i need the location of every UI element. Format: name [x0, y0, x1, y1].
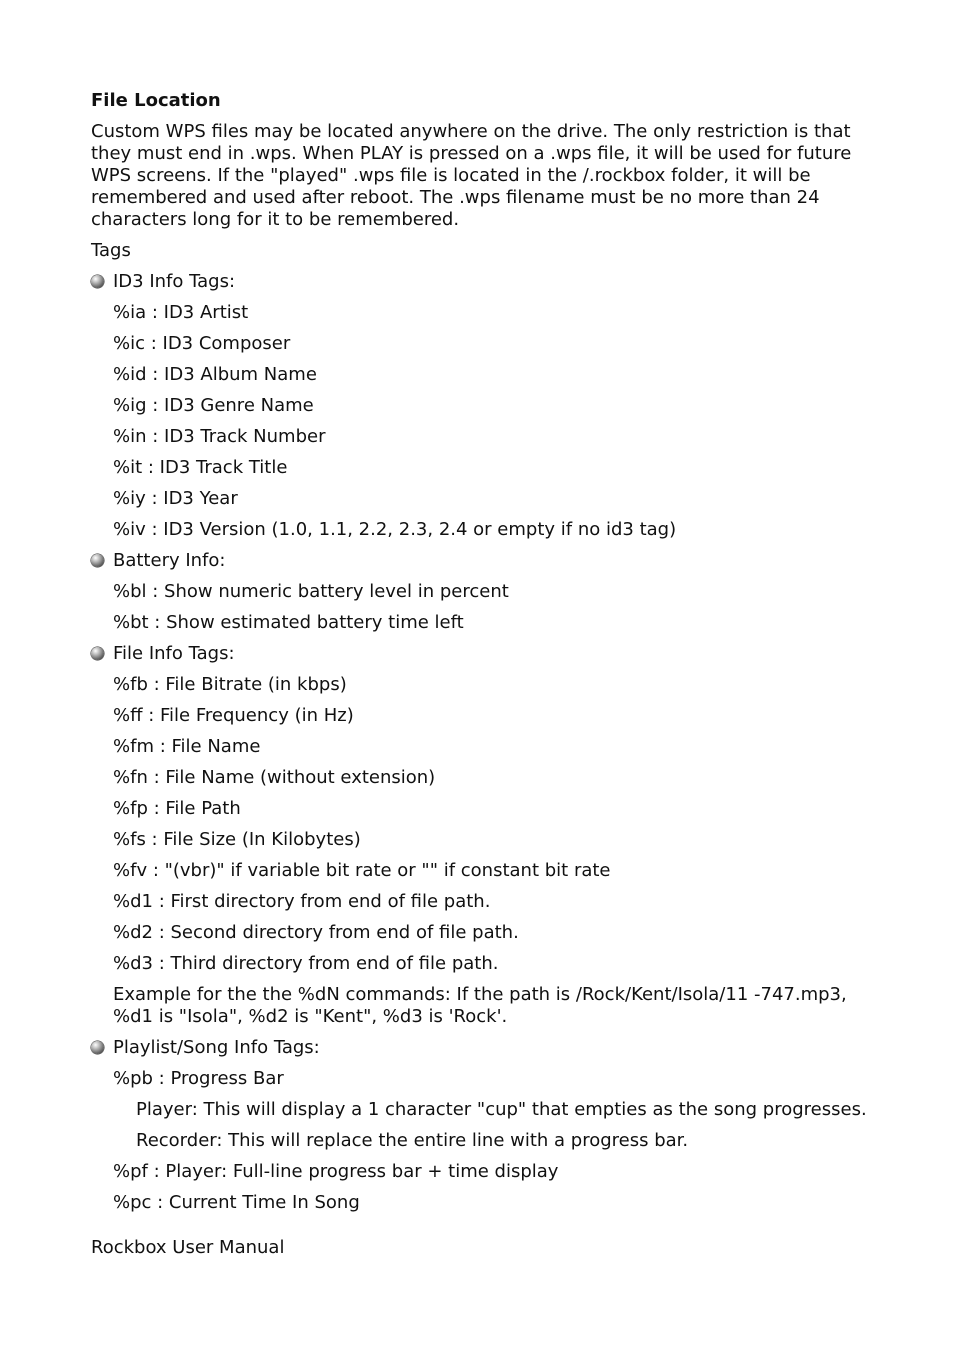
- bullet-ball-icon: [91, 554, 104, 567]
- fileinfo-section-title: File Info Tags:: [113, 643, 235, 664]
- tag-item: %iv : ID3 Version (1.0, 1.1, 2.2, 2.3, 2.4 or empty if no id3 tag): [113, 519, 677, 540]
- tag-subitem: Recorder: This will replace the entire line with a progress bar.: [136, 1130, 689, 1151]
- id3-section-title: ID3 Info Tags:: [113, 271, 236, 292]
- tag-item: %in : ID3 Track Number: [113, 426, 326, 447]
- section-title: File Location: [91, 90, 221, 111]
- tags-label: Tags: [91, 240, 131, 261]
- tag-item: %ic : ID3 Composer: [113, 333, 291, 354]
- tag-item: %pf : Player: Full-line progress bar + time display: [113, 1161, 559, 1182]
- tag-item: %ff : File Frequency (in Hz): [113, 705, 354, 726]
- intro-paragraph: Custom WPS files may be located anywhere on the drive. The only restriction is that they must end in .wps. When PLAY is pressed on a .wps file, it will be used for future WPS screens. If the "played" .wps file is located in the /.rockbox folder, it will be remembered and used after reboot. The .wps filename must be no more than 24 characters long for it to be remembered.: [91, 121, 852, 230]
- tag-item: %iy : ID3 Year: [113, 488, 238, 509]
- page-content: [91, 90, 881, 1223]
- tag-item: %pc : Current Time In Song: [113, 1192, 360, 1213]
- battery-section-title: Battery Info:: [113, 550, 226, 571]
- tag-item: %id : ID3 Album Name: [113, 364, 317, 385]
- tag-item: %d2 : Second directory from end of file path.: [113, 922, 519, 943]
- id3-section-heading: [91, 271, 881, 293]
- tag-item: %ia : ID3 Artist: [113, 302, 249, 323]
- bullet-ball-icon: [91, 1041, 104, 1054]
- tag-item: %fv : "(vbr)" if variable bit rate or "" if constant bit rate: [113, 860, 611, 881]
- fileinfo-section-heading: [91, 643, 881, 665]
- tag-item: %d1 : First directory from end of file path.: [113, 891, 491, 912]
- bullet-ball-icon: [91, 647, 104, 660]
- tag-item: %d3 : Third directory from end of file path.: [113, 953, 499, 974]
- tag-item: %fp : File Path: [113, 798, 241, 819]
- tag-item: %it : ID3 Track Title: [113, 457, 288, 478]
- tag-item: %bl : Show numeric battery level in percent: [113, 581, 509, 602]
- page-footer: Rockbox User Manual: [91, 1237, 285, 1258]
- tag-item: %pb : Progress Bar: [113, 1068, 284, 1089]
- playlist-section-heading: [91, 1037, 881, 1059]
- tag-subitem: Player: This will display a 1 character "cup" that empties as the song progresses.: [136, 1099, 867, 1120]
- battery-section-heading: [91, 550, 881, 572]
- tag-item: %ig : ID3 Genre Name: [113, 395, 314, 416]
- tag-item: %bt : Show estimated battery time left: [113, 612, 464, 633]
- playlist-section-title: Playlist/Song Info Tags:: [113, 1037, 320, 1058]
- tag-item: %fb : File Bitrate (in kbps): [113, 674, 347, 695]
- tag-item: %fm : File Name: [113, 736, 261, 757]
- bullet-ball-icon: [91, 275, 104, 288]
- tag-item: %fs : File Size (In Kilobytes): [113, 829, 361, 850]
- tag-item: %fn : File Name (without extension): [113, 767, 436, 788]
- dn-example-paragraph: Example for the the %dN commands: If the path is /Rock/Kent/Isola/11 -747.mp3, %d1 is "Isola", %d2 is "Kent", %d3 is 'Rock'.: [113, 984, 847, 1027]
